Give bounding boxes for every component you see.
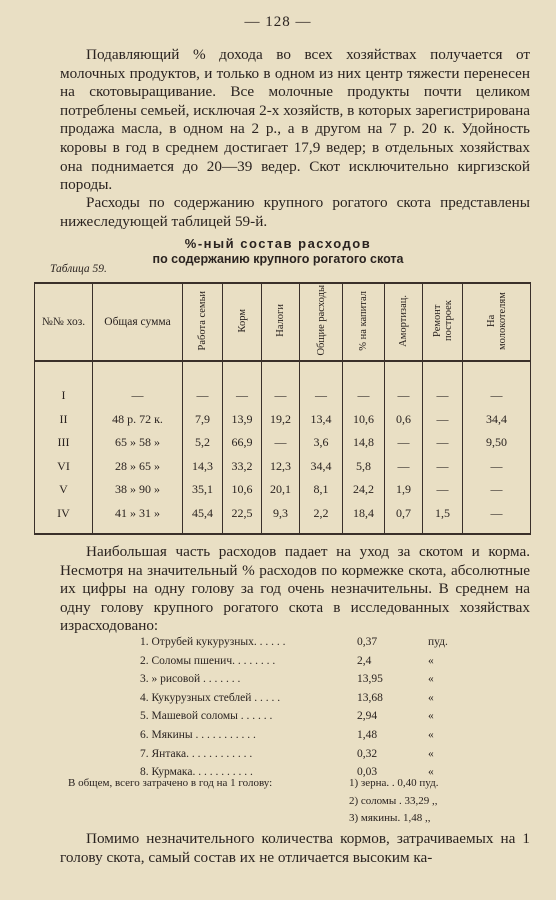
table-cell: — bbox=[262, 431, 300, 455]
header-calves: На молокотелям bbox=[463, 283, 531, 361]
table-cell: I bbox=[35, 384, 93, 408]
table-cell: 34,4 bbox=[463, 408, 531, 432]
table-cell: 7,9 bbox=[183, 408, 223, 432]
table-cell: 10,6 bbox=[223, 478, 262, 502]
table-cell: 13,9 bbox=[223, 408, 262, 432]
table-cell: — bbox=[423, 384, 463, 408]
table-row bbox=[35, 408, 531, 432]
feed-unit: « bbox=[428, 728, 434, 741]
table-row bbox=[35, 502, 531, 535]
header-total: Общая сумма bbox=[93, 283, 183, 361]
table-cell: 14,8 bbox=[343, 431, 385, 455]
header-capital: % на капитал bbox=[343, 283, 385, 361]
table-cell: VI bbox=[35, 455, 93, 479]
summary-row bbox=[68, 810, 508, 828]
table-cell: — bbox=[262, 384, 300, 408]
feed-label: 6. Мякины . . . . . . . . . . . bbox=[140, 728, 256, 741]
feed-value: 2,94 bbox=[357, 710, 378, 723]
summary-block bbox=[68, 775, 508, 828]
table-row bbox=[35, 478, 531, 502]
feed-unit: « bbox=[428, 710, 434, 723]
feed-unit: « bbox=[428, 766, 434, 779]
table-cell: — bbox=[385, 431, 423, 455]
table-cell: 19,2 bbox=[262, 408, 300, 432]
table-cell: 12,3 bbox=[262, 455, 300, 479]
header-feed: Корм bbox=[223, 283, 262, 361]
table-cell: V bbox=[35, 478, 93, 502]
header-repair: Ремонт построек bbox=[423, 283, 463, 361]
table-cell: — bbox=[423, 431, 463, 455]
table-cell: 3,6 bbox=[300, 431, 343, 455]
paragraph-table-intro: Расходы по содержанию крупного рогатого скота представлены нижеследующей таблицей 59-й. bbox=[60, 194, 530, 230]
feed-value: 0,37 bbox=[357, 636, 378, 648]
table-cell: 0,6 bbox=[385, 408, 423, 432]
feed-label: 1. Отрубей кукурузных. . . . . . bbox=[140, 636, 286, 648]
table-cell: 24,2 bbox=[343, 478, 385, 502]
paragraph-feed-quality: Помимо незначительного количества кормов, затрачиваемых на 1 голову скота, самый состав их не отличается высоким ка- bbox=[60, 830, 530, 866]
table-cell: 41 » 31 » bbox=[93, 502, 183, 535]
feed-label: 3. » рисовой . . . . . . . bbox=[140, 673, 241, 686]
table-cell: 35,1 bbox=[183, 478, 223, 502]
table-cell: 38 » 90 » bbox=[93, 478, 183, 502]
table-cell: 13,4 bbox=[300, 408, 343, 432]
feed-value: 0,32 bbox=[357, 747, 378, 760]
table-cell: — bbox=[463, 384, 531, 408]
table-cell: — bbox=[423, 478, 463, 502]
feed-label: 4. Кукурузных стеблей . . . . . bbox=[140, 691, 281, 704]
table-row bbox=[35, 455, 531, 479]
feed-value: 13,68 bbox=[357, 691, 383, 704]
table-row bbox=[35, 384, 531, 408]
table-cell: 5,8 bbox=[343, 455, 385, 479]
table-cell: 2,2 bbox=[300, 502, 343, 535]
feed-value: 2,4 bbox=[357, 654, 372, 667]
feed-value: 13,95 bbox=[357, 673, 383, 686]
header-taxes: Налоги bbox=[262, 283, 300, 361]
header-depreciation: Амортизац. bbox=[385, 283, 423, 361]
table-cell: 28 » 65 » bbox=[93, 455, 183, 479]
table-cell: — bbox=[300, 384, 343, 408]
feed-list bbox=[140, 633, 470, 782]
table-cell: 65 » 58 » bbox=[93, 431, 183, 455]
expense-table bbox=[34, 282, 531, 535]
paragraph-expenses: Наибольшая часть расходов падает на уход за скотом и корма. Несмотря на значительный % расходов по кормежке скота, абсолютные их цифры на одну голову за год очень незначительны. В среднем на одну голову крупного рогатого скота в исследованных хозяйствах израсходовано: bbox=[60, 543, 530, 635]
feed-unit: « bbox=[428, 747, 434, 760]
header-general: Общие расходы bbox=[300, 283, 343, 361]
feed-list-item bbox=[140, 633, 470, 652]
table-cell: 1,5 bbox=[423, 502, 463, 535]
table-cell: — bbox=[93, 384, 183, 408]
summary-row bbox=[68, 793, 508, 811]
table-cell: 48 р. 72 к. bbox=[93, 408, 183, 432]
table-cell: 9,50 bbox=[463, 431, 531, 455]
feed-list-item bbox=[140, 670, 470, 689]
table-cell: 34,4 bbox=[300, 455, 343, 479]
table-header-row bbox=[35, 283, 531, 361]
table-title: %-ный состав расходов bbox=[184, 236, 372, 251]
table-cell: — bbox=[463, 502, 531, 535]
feed-label: 5. Машевой соломы . . . . . . bbox=[140, 710, 273, 723]
feed-list-item bbox=[140, 689, 470, 708]
feed-value: 0,03 bbox=[357, 766, 378, 779]
table-row bbox=[35, 431, 531, 455]
feed-list-item bbox=[140, 745, 470, 764]
table-cell: — bbox=[223, 384, 262, 408]
table-spacer-row bbox=[35, 361, 531, 384]
table-cell: 10,6 bbox=[343, 408, 385, 432]
table-cell: III bbox=[35, 431, 93, 455]
summary-item: 1) зерна. . 0,40 пуд. bbox=[349, 777, 439, 789]
feed-label: 8. Курмака. . . . . . . . . . . bbox=[140, 766, 253, 779]
table-cell: 66,9 bbox=[223, 431, 262, 455]
table-cell: 5,2 bbox=[183, 431, 223, 455]
feed-list-item bbox=[140, 726, 470, 745]
header-household: №№ хоз. bbox=[35, 283, 93, 361]
feed-list-item bbox=[140, 652, 470, 671]
feed-unit: « bbox=[428, 691, 434, 704]
table-cell: 0,7 bbox=[385, 502, 423, 535]
table-cell: 9,3 bbox=[262, 502, 300, 535]
paragraph-dairy-income: Подавляющий % дохода во всех хозяйствах получается от молочных продуктов, и только в одном из них центр тяжести перенесен на скотовыращивание. Все молочные продукты почти целиком потреблены семьей, исключая 2-х хозяйств, в которых зарегистрирована продажа масла, в одном на 2 р., а в другом на 7 р. 20 к. Удойность коровы в год в среднем достигает 17,9 ведер; в отдельных хозяйствах она поднимается до 20—39 ведер. Скот исключительно киргизской породы. bbox=[60, 46, 530, 194]
table-cell: 1,9 bbox=[385, 478, 423, 502]
table-cell: 8,1 bbox=[300, 478, 343, 502]
feed-unit: « bbox=[428, 673, 434, 686]
page-number: — 128 — bbox=[244, 14, 312, 30]
feed-list-item bbox=[140, 707, 470, 726]
summary-lead: В общем, всего затрачено в год на 1 голову: bbox=[68, 777, 273, 789]
table-cell: IV bbox=[35, 502, 93, 535]
table-cell: — bbox=[385, 384, 423, 408]
table-label: Таблица 59. bbox=[50, 263, 107, 275]
feed-value: 1,48 bbox=[357, 728, 378, 741]
table-cell: — bbox=[423, 455, 463, 479]
table-cell: 45,4 bbox=[183, 502, 223, 535]
table-cell: — bbox=[343, 384, 385, 408]
feed-label: 7. Янтака. . . . . . . . . . . . bbox=[140, 747, 253, 760]
table-cell: — bbox=[183, 384, 223, 408]
feed-unit: пуд. bbox=[428, 636, 448, 648]
table-cell: — bbox=[423, 408, 463, 432]
table-cell: 22,5 bbox=[223, 502, 262, 535]
header-family-labor: Работа семьи bbox=[183, 283, 223, 361]
table-cell: — bbox=[463, 455, 531, 479]
summary-row bbox=[68, 775, 508, 793]
table-cell: 33,2 bbox=[223, 455, 262, 479]
summary-item: 2) соломы . 33,29 ,, bbox=[349, 794, 438, 807]
table-cell: II bbox=[35, 408, 93, 432]
feed-label: 2. Соломы пшенич. . . . . . . . bbox=[140, 654, 276, 667]
summary-item: 3) мякины. 1,48 ,, bbox=[349, 812, 431, 825]
table-subtitle: по содержанию крупного рогатого скота bbox=[152, 252, 404, 266]
table-cell: 18,4 bbox=[343, 502, 385, 535]
table-cell: 20,1 bbox=[262, 478, 300, 502]
feed-unit: « bbox=[428, 654, 434, 667]
table-cell: — bbox=[385, 455, 423, 479]
table-cell: 14,3 bbox=[183, 455, 223, 479]
table-cell: — bbox=[463, 478, 531, 502]
